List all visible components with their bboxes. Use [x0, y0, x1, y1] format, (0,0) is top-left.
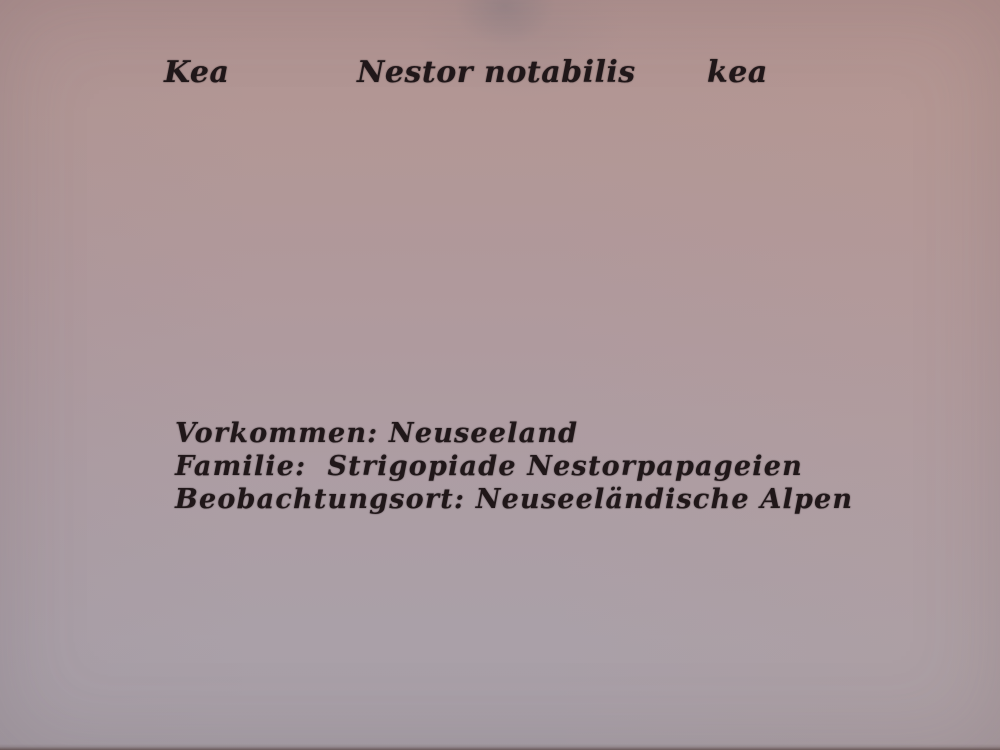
- common-name-title: Kea: [164, 55, 230, 90]
- info-line-vorkommen: Vorkommen: Neuseeland: [175, 418, 579, 449]
- info-line-familie: Familie: Strigopiade Nestorpapageien: [175, 451, 803, 482]
- scientific-name-title: Nestor notabilis: [357, 55, 636, 90]
- sign-info-block: [175, 417, 853, 516]
- lowercase-name-title: kea: [707, 55, 768, 90]
- info-line-beobachtungsort: Beobachtungsort: Neuseeländische Alpen: [175, 484, 854, 515]
- photo-bottom-edge: [0, 744, 1000, 750]
